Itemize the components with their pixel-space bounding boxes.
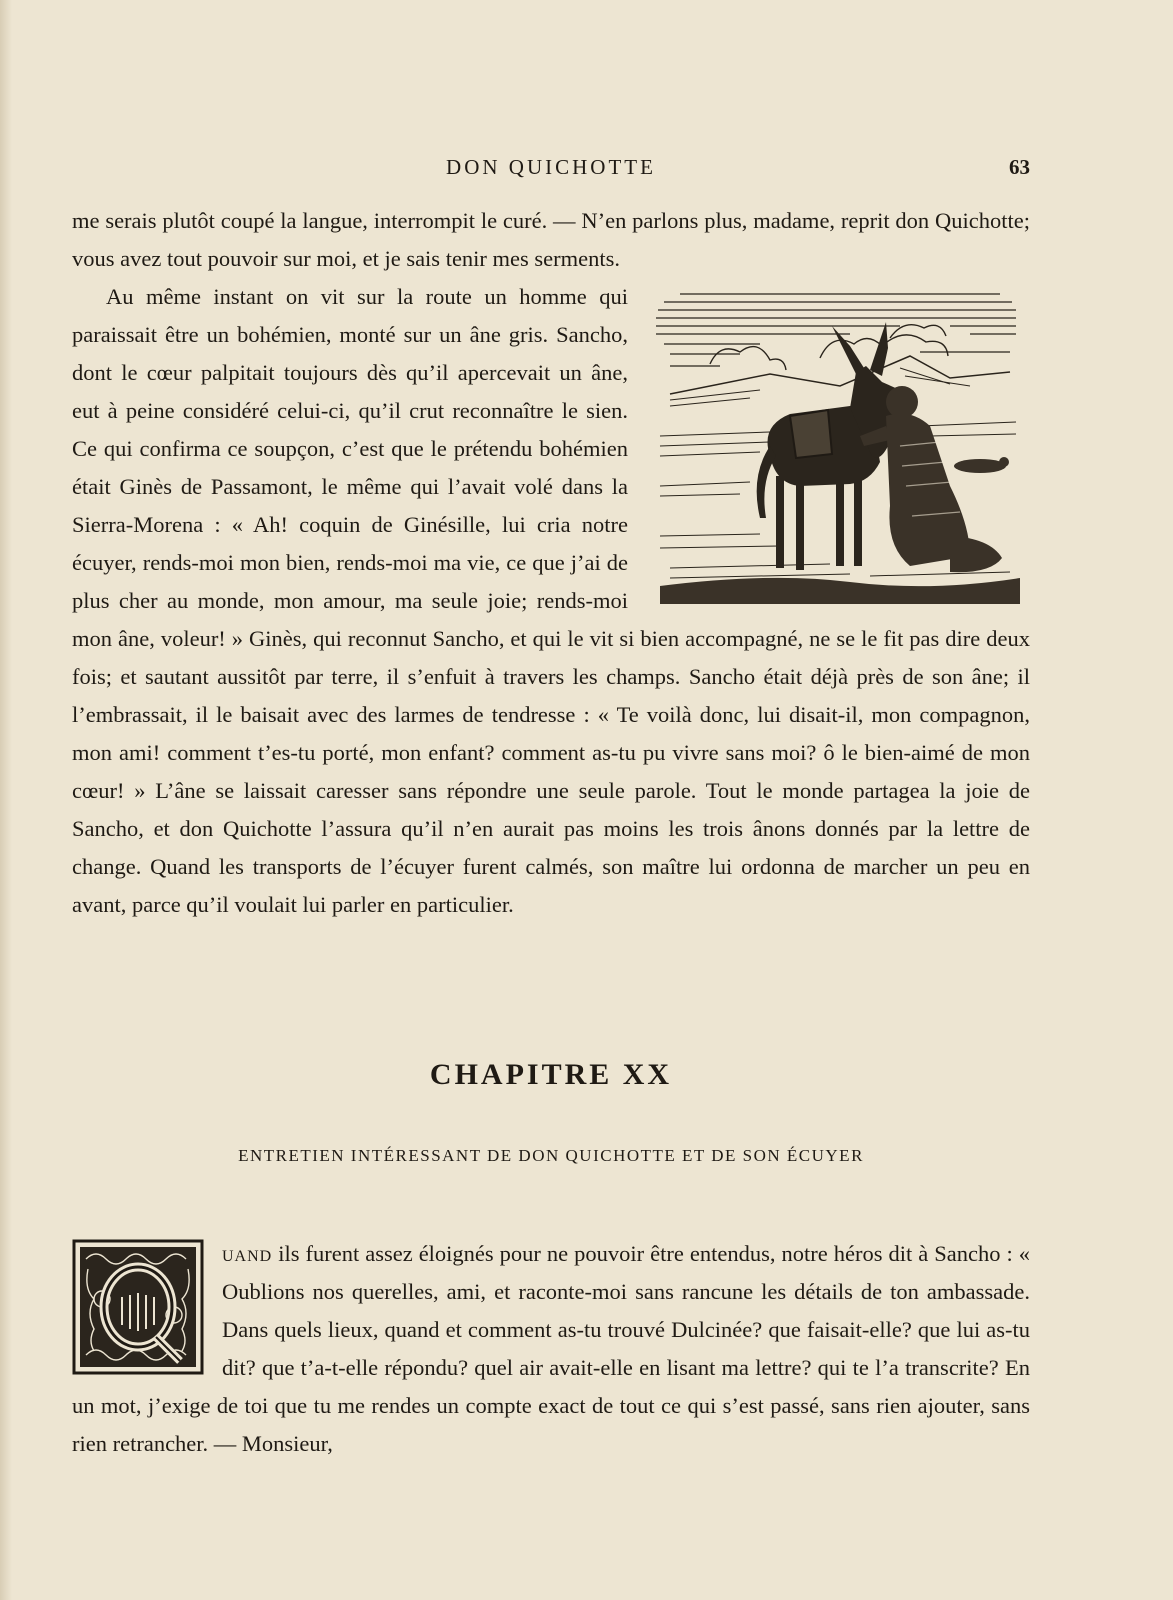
- text-block-2: [72, 1235, 1030, 1463]
- running-head: [72, 155, 1030, 185]
- paragraph-2: Au même instant on vit sur la route un homme qui paraissait être un bohémien, monté sur un âne gris. Sancho, dont le cœur palpitait toujours dès qu’il apercevait un âne, eut à peine considéré celui-ci, qu’il crut reconnaître le sien. Ce qui confirma ce soupçon, c’est que le prétendu bohémien était Ginès de Passamont, le même qui l’avait volé dans la Sierra-Morena : « Ah! coquin de Ginésille, lui cria notre écuyer, rends-moi mon bien, rends-moi ma vie, ce que j’ai de plus cher au monde, mon amour, ma seule joie; rends-moi mon âne, voleur! » Ginès, qui reconnut Sancho, et qui le vit si bien accompagné, ne se le fit pas dire deux fois; et sautant aussitôt par terre, il s’enfuit à travers les champs. Sancho était déjà près de son âne; il l’embrassait, il le baisait avec des larmes de tendresse : « Te voilà donc, lui disait-il, mon compagnon, mon ami! comment t’es-tu porté, mon enfant? comment as-tu pu vivre sans moi? ô le bien-aimé de mon cœur! » L’âne se laissait caresser sans répondre une seule parole. Tout le monde partagea la joie de Sancho, et don Quichotte l’assura qu’il n’en aurait pas moins les trois ânons donnés par la lettre de change. Quand les transports de l’écuyer furent calmés, son maître lui ordonna de marcher un peu en avant, parce qu’il voulait lui parler en particulier.: [72, 284, 1030, 917]
- illustration-sancho-embracing-donkey: [650, 286, 1030, 606]
- chapter-title: CHAPITRE XX: [429, 1058, 673, 1091]
- chapter-subtitle: ENTRETIEN INTÉRESSANT DE DON QUICHOTTE ET DE SON ÉCUYER: [238, 1146, 864, 1165]
- chapter-opening-text: ils furent assez éloignés pour ne pouvoir être entendus, notre héros dit à Sancho : « Oublions nos querelles, ami, et raconte-moi sans rancune les détails de ton ambassade. Dans quels lieux, quand et comment as-tu trouvé Dulcinée? que faisait-elle? que lui as-tu dit? que t’a-t-elle répondu? quel air avait-elle en lisant ma lettre? qui te l’a transcrite? En un mot, j’exige de toi que tu me rendes un compte exact de tout ce qui s’est passé, sans rien ajouter, sans rien retrancher. — Monsieur,: [72, 1241, 1030, 1456]
- lead-in-small-caps: uand: [222, 1241, 273, 1266]
- chapter-opening-paragraph: [72, 1235, 1030, 1463]
- page-number: 63: [1009, 155, 1030, 179]
- text-block-1: [72, 202, 1030, 924]
- dropcap-ornament-icon: [72, 1239, 204, 1375]
- engraving-illustration: [650, 286, 1030, 606]
- paragraph-1: me serais plutôt coupé la langue, interrompit le curé. — N’en parlons plus, madame, reprit don Quichotte; vous avez tout pouvoir sur moi, et je sais tenir mes serments.: [72, 208, 1030, 271]
- running-title: DON QUICHOTTE: [446, 155, 656, 179]
- page-edge: [0, 0, 12, 1600]
- ornamental-dropcap: [72, 1239, 204, 1375]
